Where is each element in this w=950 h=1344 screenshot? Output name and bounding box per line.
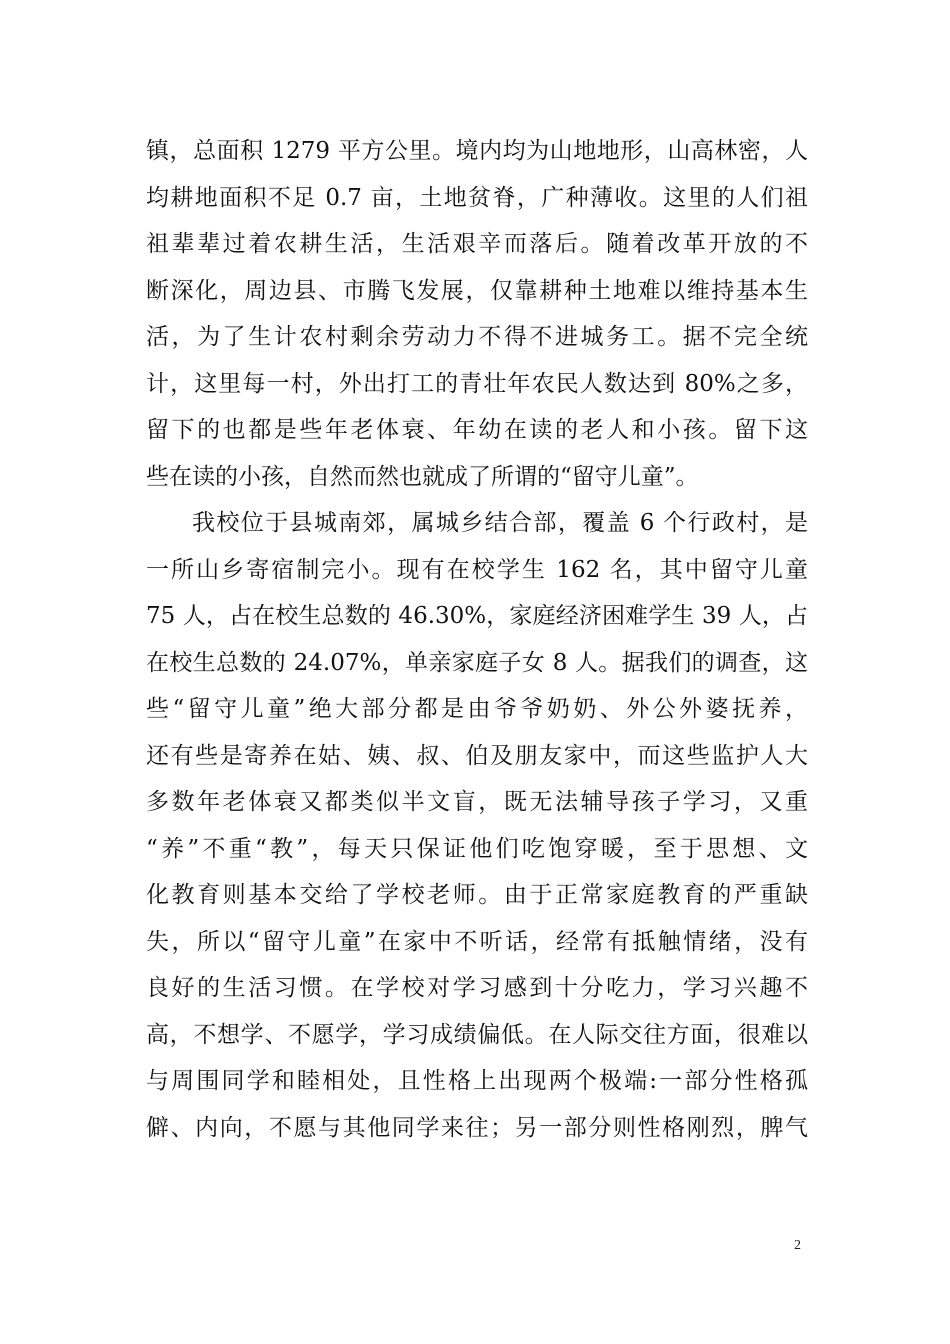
text-line: 75 人，占在校生总数的 46.30%，家庭经济困难学生 39 人，占 bbox=[146, 603, 808, 629]
text-line: 僻、内向，不愿与其他同学来往；另一部分则性格刚烈，脾气 bbox=[146, 1114, 808, 1141]
text-line: 我校位于县城南郊，属城乡结合部，覆盖 6 个行政村，是 bbox=[192, 510, 808, 536]
text-line: 高，不想学、不愿学，学习成绩偏低。在人际交往方面，很难以 bbox=[146, 1021, 808, 1048]
paragraph-2 bbox=[146, 500, 808, 1151]
text-line: 活，为了生计农村剩余劳动力不得不进城务工。据不完全统 bbox=[146, 324, 808, 350]
text-line: 留下的也都是些年老体衰、年幼在读的老人和小孩。留下这 bbox=[146, 417, 808, 443]
paragraph-1 bbox=[146, 128, 808, 500]
text-line: 良好的生活习惯。在学校对学习感到十分吃力，学习兴趣不 bbox=[146, 975, 808, 1001]
text-line: “养”不重“教”，每天只保证他们吃饱穿暖，至于思想、文 bbox=[146, 835, 808, 862]
text-line: 多数年老体衰又都类似半文盲，既无法辅导孩子学习，又重 bbox=[146, 789, 808, 815]
text-line: 一所山乡寄宿制完小。现有在校学生 162 名，其中留守儿童 bbox=[146, 556, 808, 583]
text-line: 些“留守儿童”绝大部分都是由爷爷奶奶、外公外婆抚养， bbox=[146, 696, 808, 722]
text-line: 断深化，周边县、市腾飞发展，仅靠耕种土地难以维持基本生 bbox=[146, 277, 808, 304]
text-line: 祖辈辈过着农耕生活，生活艰辛而落后。随着改革开放的不 bbox=[146, 231, 808, 257]
text-line: 计，这里每一村，外出打工的青壮年农民人数达到 80%之多， bbox=[146, 370, 808, 397]
text-line: 与周围同学和睦相处，且性格上出现两个极端:一部分性格孤 bbox=[146, 1068, 808, 1094]
text-line: 还有些是寄养在姑、姨、叔、伯及朋友家中，而这些监护人大 bbox=[146, 742, 808, 769]
text-line: 镇，总面积 1279 平方公里。境内均为山地地形，山高林密，人 bbox=[146, 138, 808, 164]
body-text bbox=[146, 128, 808, 1151]
text-line: 些在读的小孩，自然而然也就成了所谓的“留守儿童”。 bbox=[146, 463, 699, 490]
text-line: 化教育则基本交给了学校老师。由于正常家庭教育的严重缺 bbox=[146, 882, 808, 908]
text-line: 在校生总数的 24.07%，单亲家庭子女 8 人。据我们的调查，这 bbox=[146, 649, 808, 676]
text-line: 均耕地面积不足 0.7 亩，土地贫脊，广种薄收。这里的人们祖 bbox=[146, 184, 808, 211]
page-number: 2 bbox=[794, 1238, 801, 1253]
text-line: 失，所以“留守儿童”在家中不听话，经常有抵触情绪，没有 bbox=[146, 928, 808, 955]
